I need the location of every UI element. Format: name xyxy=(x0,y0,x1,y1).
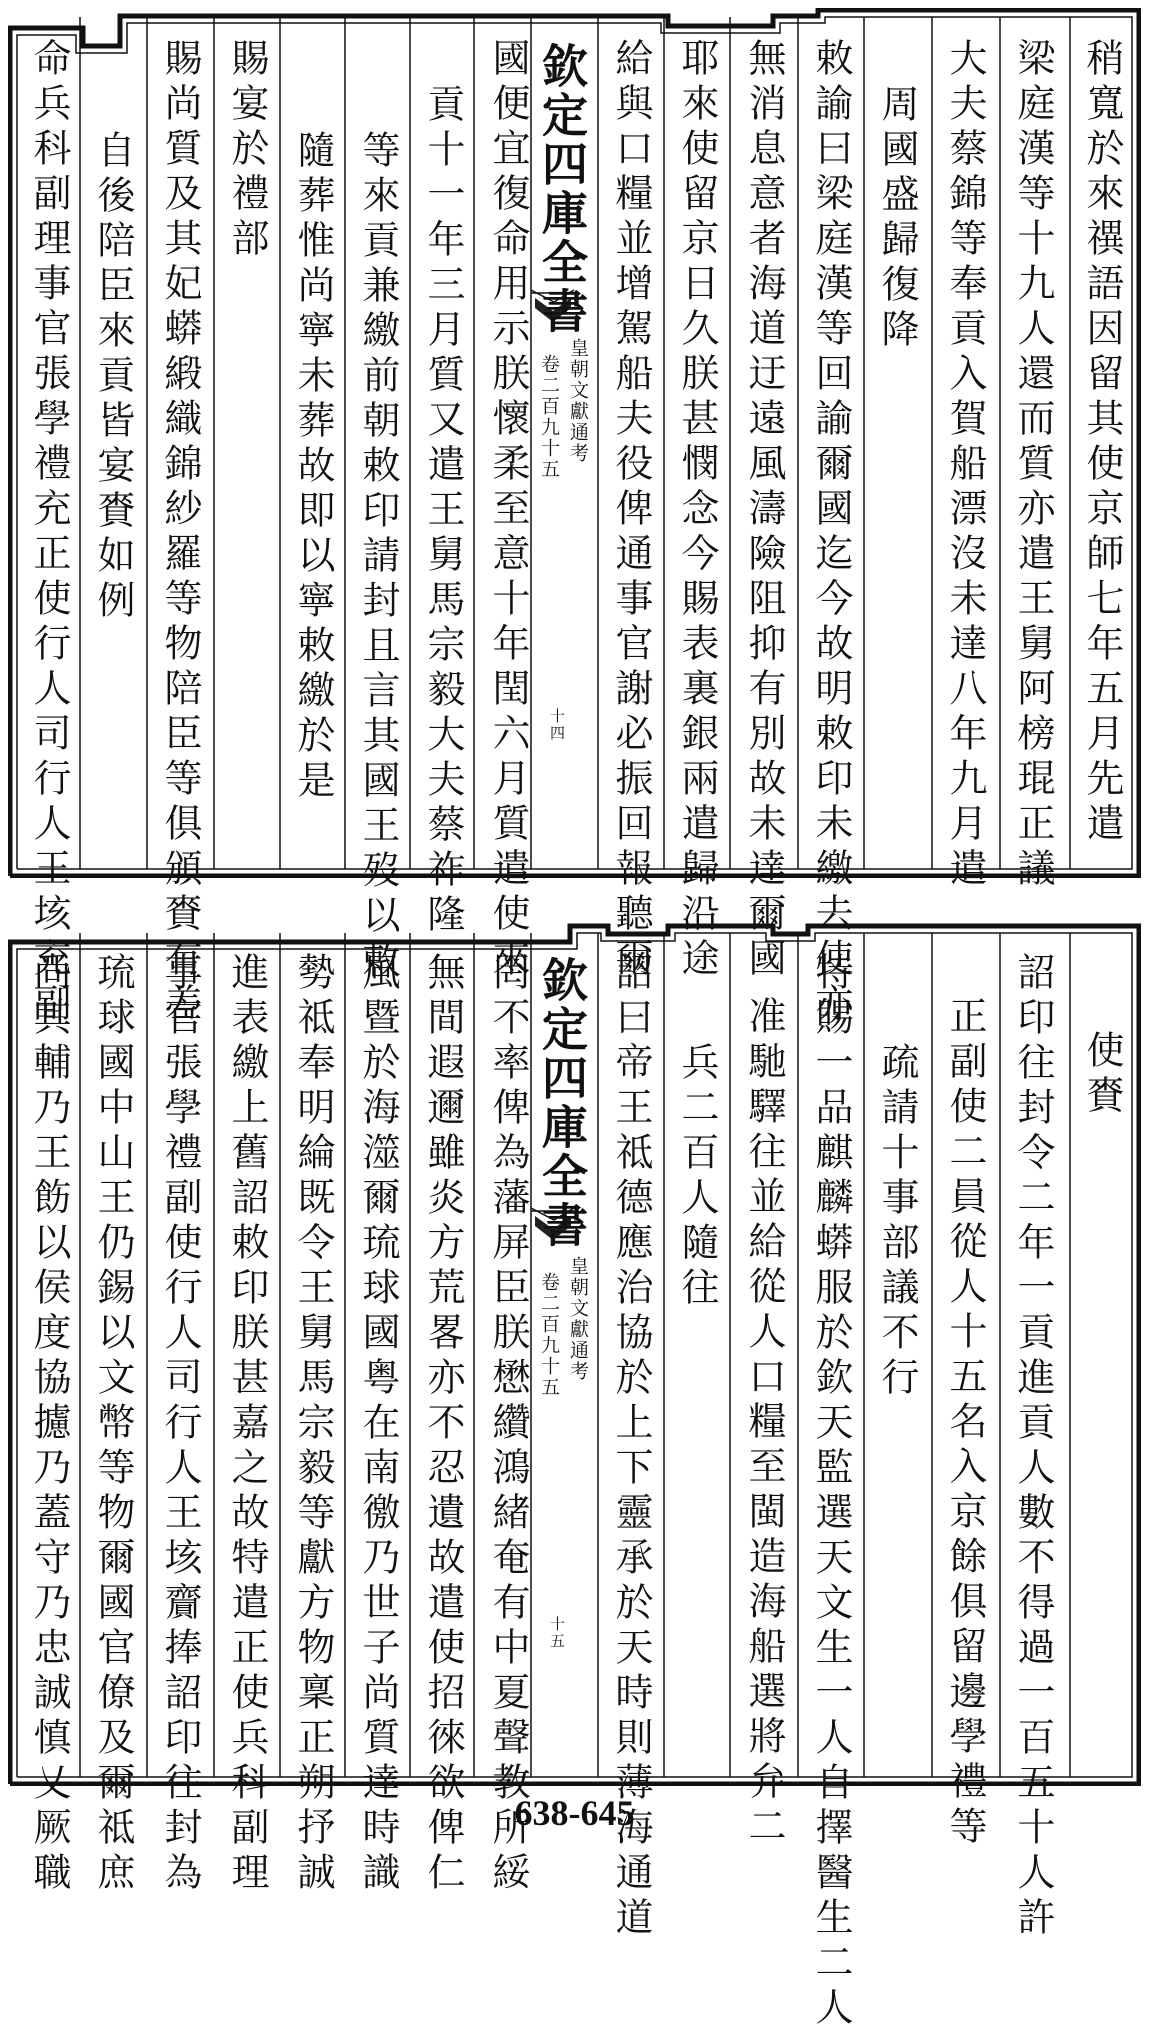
text-column: 大夫蔡錦等奉貢入賀船漂沒未達八年九月遣 xyxy=(943,38,987,893)
text-column: 兵二百人隨往 xyxy=(675,1042,719,1312)
side-sub-title: 皇朝文獻通考 xyxy=(567,338,589,464)
text-column: 賜宴於禮部 xyxy=(225,38,269,263)
text-column: 詔印往封令二年一貢進貢人數不得過一百五十人許 xyxy=(1011,952,1055,1942)
side-page-number: 十五 xyxy=(548,1616,566,1650)
text-column: 罔不率俾為藩屏臣朕懋纘鴻緒奄有中夏聲教所綏 xyxy=(486,952,530,1897)
text-column: 進表繳上舊詔敕印朕甚嘉之故特遣正使兵科副理 xyxy=(225,952,269,1897)
text-column: 賜尚質及其妃蟒緞織錦紗羅等物陪臣等俱頒賚有差 xyxy=(158,38,202,1028)
text-column: 正副使二員從人十五名入京餘俱留邊學禮等 xyxy=(943,996,987,1851)
text-column: 無消息意者海道迂遠風濤險阻抑有別故未達爾國 xyxy=(742,38,786,983)
text-column: 特賜一品麒麟蟒服於欽天監選天文生一人自擇醫生二人 xyxy=(809,952,853,2032)
text-column: 疏請十事部議不行 xyxy=(875,1042,919,1402)
text-column: 事官張學禮副使行人司行人王垓齎捧詔印往封為 xyxy=(158,952,202,1897)
text-column: 自後陪臣來貢皆宴賚如例 xyxy=(91,130,135,625)
text-column: 使賚 xyxy=(1080,1030,1124,1120)
side-page-number: 十四 xyxy=(548,708,566,742)
text-column: 准馳驛往並給從人口糧至閩造海船選將弁二 xyxy=(742,996,786,1851)
text-column: 稍寬於來禩語因留其使京師七年五月先遣 xyxy=(1080,38,1124,848)
side-label: 欽定四庫全書 xyxy=(535,956,589,1250)
text-column: 給與口糧並增駕船夫役俾通事官謝必振回報聽爾 xyxy=(609,38,653,983)
side-sub-title: 皇朝文獻通考 xyxy=(567,1256,589,1382)
text-column: 風暨於海澨爾琉球國粤在南徼乃世子尚質達時識 xyxy=(356,952,400,1897)
text-column: 周國盛歸復降 xyxy=(875,84,919,354)
side-volume: 卷二百九十五 xyxy=(538,1272,560,1398)
side-volume: 卷二百九十五 xyxy=(538,354,560,480)
text-column: 尚其輔乃王飭以侯度協攄乃蓋守乃忠誠慎乂厥職 xyxy=(27,952,71,1897)
page-number-footer: 638-645 xyxy=(514,1793,635,1833)
side-label: 欽定四庫全書 xyxy=(535,42,589,336)
text-column: 琉球國中山王仍錫以文幣等物爾國官僚及爾祗庶 xyxy=(91,952,135,1897)
text-column: 等來貢兼繳前朝敕印請封且言其國王歿以敕 xyxy=(356,130,400,985)
text-column: 敕諭曰梁庭漢等回諭爾國迄今故明敕印未繳去使亦 xyxy=(809,38,853,1028)
text-column: 隨葬惟尚寧未葬故即以寧敕繳於是 xyxy=(291,130,335,805)
top-page xyxy=(8,8,1141,1028)
text-column: 詔曰帝王祗德應治協於上下靈承於天時則薄海通道 xyxy=(609,952,653,1942)
text-column: 梁庭漢等十九人還而質亦遣王舅阿榜琨正議 xyxy=(1011,38,1055,893)
text-column: 貢十一年三月質又遣王舅馬宗毅大夫蔡祚隆 xyxy=(421,84,465,939)
text-column: 命兵科副理事官張學禮充正使行人司行人王垓充副 xyxy=(27,38,71,1028)
text-column: 國便宜復命用示朕懷柔至意十年閏六月質遣使來 xyxy=(486,38,530,983)
text-column: 無間遐邇雖炎方荒畧亦不忍遺故遣使招徠欲俾仁 xyxy=(421,952,465,1897)
text-column: 耶來使留京日久朕甚憫念今賜表裏銀兩遣歸沿途 xyxy=(675,38,719,983)
text-column: 勢祗奉明綸既令王舅馬宗毅等獻方物稟正朔抒誠 xyxy=(291,952,335,1897)
